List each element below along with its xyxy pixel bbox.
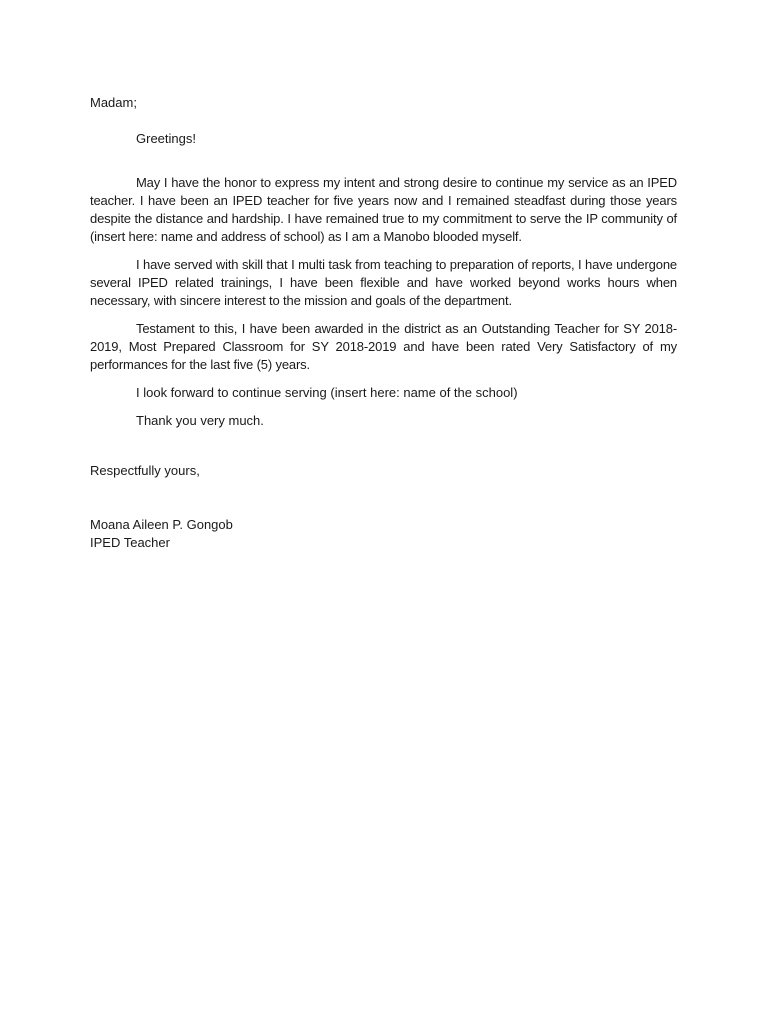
forward-line: I look forward to continue serving (insert here: name of the school): [136, 385, 518, 400]
salutation: Madam;: [90, 95, 137, 110]
paragraph-intent: May I have the honor to express my intent and strong desire to continue my service as an IPED teacher. I have been an IPED teacher for five years now and I remained steadfast during those years despite the distance and hardship. I have remained true to my commitment to serve the IP community of (insert here: name and address of school) as I am a Manobo blooded myself.: [90, 175, 677, 244]
paragraph-awards: Testament to this, I have been awarded in the district as an Outstanding Teacher for SY 2018-2019, Most Prepared Classroom for SY 2018-2019 and have been rated Very Satisfactory of my performances for the last five (5) years.: [90, 321, 677, 372]
paragraph-service: I have served with skill that I multi task from teaching to preparation of reports, I have undergone several IPED related trainings, I have been flexible and have worked beyond works hours when necessary, with sincere interest to the mission and goals of the department.: [90, 257, 677, 308]
signature-block: [90, 516, 677, 552]
letter-paragraphs: [90, 174, 677, 430]
signer-title: IPED Teacher: [90, 535, 170, 550]
letter-body: [90, 94, 677, 552]
closing: Respectfully yours,: [90, 463, 200, 478]
thanks-line: Thank you very much.: [136, 413, 264, 428]
greeting: Greetings!: [136, 131, 196, 146]
signer-name: Moana Aileen P. Gongob: [90, 517, 233, 532]
